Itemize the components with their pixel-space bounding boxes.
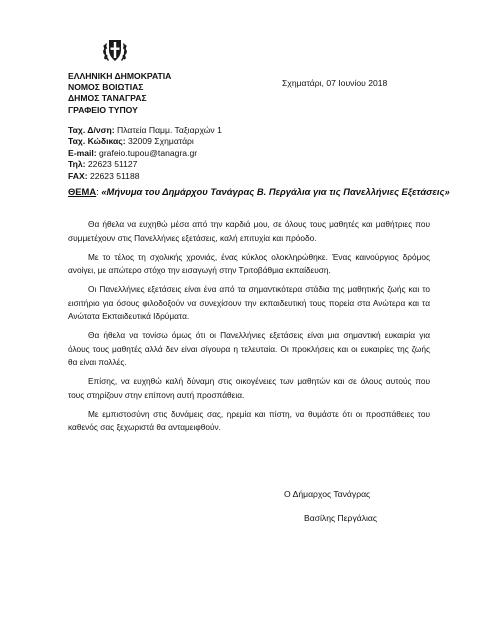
- contact-label: FAX:: [68, 170, 88, 181]
- issuer-header: [68, 71, 171, 116]
- body-paragraph: Θα ήθελα να τονίσω όμως ότι οι Πανελλήνιες εξετάσεις είναι μια σημαντική ευκαιρία για όλους τους μαθητές αλλά δεν είναι σίγουρα η τελευταία. Οι προκλήσεις και οι ευκαιρίες της ζωής θα είναι πολλές.: [68, 330, 430, 368]
- body-paragraph: Επίσης, να ευχηθώ καλή δύναμη στις οικογένειες των μαθητών και σε όλους αυτούς που τους στηρίζουν στην επίπονη αυτή προσπάθεια.: [68, 376, 430, 400]
- contact-label: Τηλ:: [68, 159, 86, 170]
- contact-label: Ταχ. Δ/νση:: [68, 125, 115, 135]
- contact-value: 32009 Σχηματάρι: [125, 136, 194, 147]
- header-line-republic: ΕΛΛΗΝΙΚΗ ΔΗΜΟΚΡΑΤΙΑ: [68, 71, 172, 81]
- subject-separator: :: [96, 186, 102, 197]
- message-body: [68, 218, 430, 441]
- header-line-municipality: ΔΗΜΟΣ ΤΑΝΑΓΡΑΣ: [68, 93, 147, 104]
- contact-phone: [68, 159, 222, 170]
- body-paragraph: Με το τέλος τη σχολικής χρονιάς, ένας κύκλος ολοκληρώθηκε. Ένας καινούργιος δρόμος ανοίγει, με απώτερο στόχο την εισαγωγή στην Τριτοβάθμια εκπαίδευση.: [68, 251, 430, 276]
- contact-block: [68, 125, 222, 182]
- contact-label: E-mail:: [68, 147, 97, 158]
- body-paragraph: Οι Πανελλήνιες εξετάσεις είναι ένα από τα σημαντικότερα στάδια της μαθητικής ζωής και το εισιτήριο για όσους φιλοδοξούν να συνεχίσουν την εκπαιδευτική τους πορεία στα Ανώτερα και τα Ανώτατα Εκπαιδευτικά Ιδρύματα.: [68, 284, 430, 322]
- contact-postcode: [68, 136, 222, 147]
- greek-coat-of-arms-icon: [102, 37, 128, 65]
- header-line-prefecture: ΝΟΜΟΣ ΒΟΙΩΤΙΑΣ: [68, 82, 144, 93]
- signature-name: Βασίλης Περγάλιας: [304, 513, 378, 523]
- header-line-press-office: ΓΡΑΦΕΙΟ ΤΥΠΟΥ: [68, 104, 138, 115]
- subject-label: ΘΕΜΑ: [68, 186, 97, 197]
- contact-address: [68, 125, 222, 136]
- contact-email: [68, 148, 222, 159]
- subject-title: «Μήνυμα του Δημάρχου Τανάγρας Β. Περγάλια για τις Πανελλήνιες Εξετάσεις»: [101, 186, 450, 197]
- contact-value: Πλατεία Παμμ. Ταξιαρχών 1: [114, 125, 222, 135]
- signature-title: Ο Δήμαρχος Τανάγρας: [284, 489, 371, 499]
- contact-fax: [68, 171, 222, 182]
- document-date: Σχηματάρι, 07 Ιουνίου 2018: [282, 78, 388, 88]
- contact-value: 22623 51188: [87, 170, 140, 181]
- contact-value: grafeio.tupou@tanagra.gr: [96, 147, 198, 158]
- contact-label: Ταχ. Κώδικας:: [68, 136, 126, 147]
- body-paragraph: Με εμπιστοσύνη στις δυνάμεις σας, ηρεμία και πίστη, να θυμάστε ότι οι προσπάθειες του καθενός σας ξεχωριστά θα ανταμειφθούν.: [68, 408, 430, 433]
- subject-line: [68, 186, 450, 197]
- contact-value: 22623 51127: [85, 159, 138, 170]
- body-paragraph: Θα ήθελα να ευχηθώ μέσα από την καρδιά μου, σε όλους τους μαθητές και μαθήτριες που συμμετέχουν στις Πανελλήνιες εξετάσεις, καλή επιτυχία και πρόοδο.: [68, 219, 430, 243]
